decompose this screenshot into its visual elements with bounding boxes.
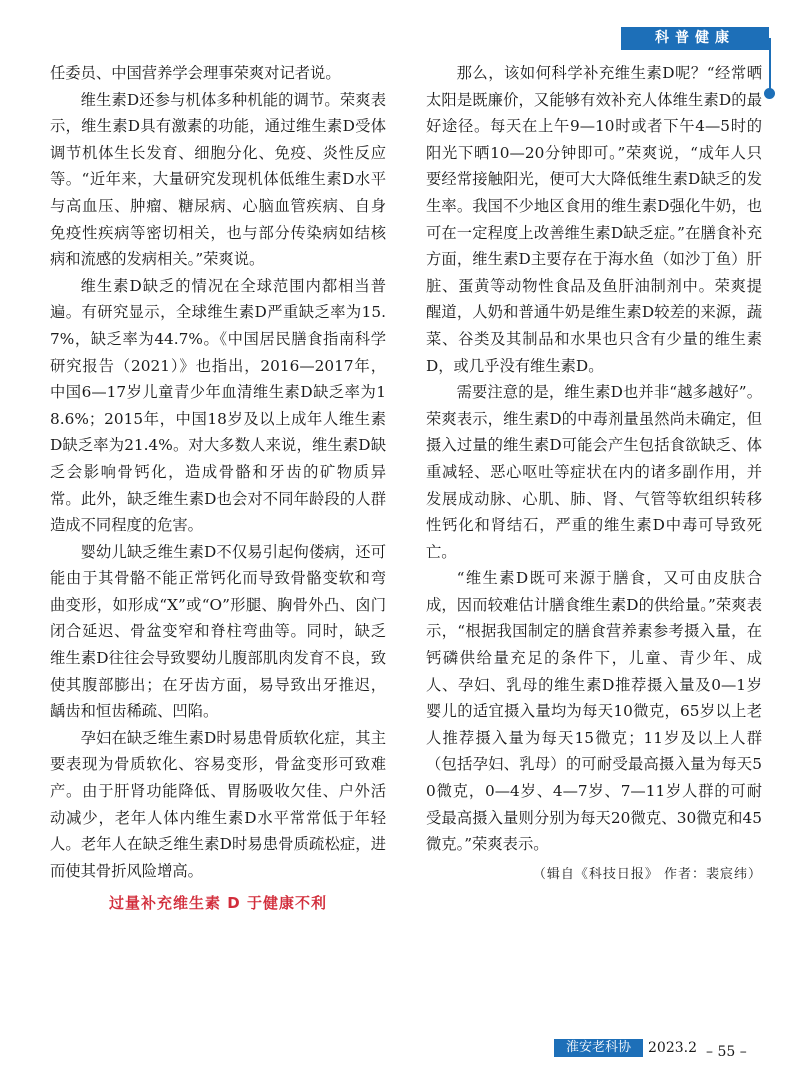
issue-number: 2023.2 (648, 1040, 697, 1056)
page-number: – 55 – (706, 1044, 747, 1060)
source-credit: （辑自《科技日报》 作者：裴宸纬） (532, 866, 762, 882)
header-decor-line (769, 38, 771, 94)
paragraph: 那么，该如何科学补充维生素D呢？“经常晒太阳是既廉价，又能够有效补充人体维生素D的最好途径。每天在上午9—10时或者下午4—5时的阳光下晒10—20分钟即可。”荣爽说，“成年人只要经常接触阳光，便可大大降低维生素D缺乏的发生率。我国不少地区食用的维生素D强化牛奶，也可在一定程度上改善维生素D缺乏症。”在膳食补充方面，维生素D主要存在于海水鱼（如沙丁鱼）肝脏、蛋黄等动物性食品及鱼肝油制剂中。荣爽提醒道，人奶和普通牛奶是维生素D较差的来源，蔬菜、谷类及其制品和水果也只含有少量的维生素D，或几乎没有维生素D。 (426, 64, 762, 375)
paragraph: 孕妇在缺乏维生素D时易患骨质软化症，其主要表现为骨质软化、容易变形，骨盆变形可致难产。由于肝肾功能降低、胃肠吸收欠佳、户外活动减少，老年人体内维生素D水平常常低于年轻人。老年人在缺乏维生素D时易患骨质疏松症，进而使其骨折风险增高。 (50, 728, 386, 880)
magazine-name: 淮安老科协 (554, 1039, 643, 1057)
paragraph: 婴幼儿缺乏维生素D不仅易引起佝偻病，还可能由于其骨骼不能正常钙化而导致骨骼变软和弯曲变形，如形成“X”或“O”形腿、胸骨外凸、囟门闭合延迟、骨盆变窄和脊柱弯曲等。同时，缺乏维生素D往往会导致婴幼儿腹部肌肉发育不良，致使其腹部膨出；在牙齿方面，易导致出牙推迟，龋齿和恒齿稀疏、凹陷。 (50, 542, 386, 721)
section-heading: 过量补充维生素 D 于健康不利 (109, 894, 327, 913)
paragraph: 维生素D缺乏的情况在全球范围内都相当普遍。有研究显示，全球维生素D严重缺乏率为15.7%，缺乏率为44.7%。《中国居民膳食指南科学研究报告（2021）》也指出，2016—2017年，中国6—17岁儿童青少年血清维生素D缺乏率为18.6%；2015年，中国18岁及以上成年人维生素D缺乏率为21.4%。对大多数人来说，维生素D缺乏会影响骨钙化，造成骨骼和牙齿的矿物质异常。此外，缺乏维生素D也会对不同年龄段的人群造成不同程度的危害。 (50, 276, 386, 535)
right-column (426, 60, 762, 888)
paragraph: 任委员、中国营养学会理事荣爽对记者说。 (50, 64, 341, 82)
paragraph: 需要注意的是，维生素D也并非“越多越好”。荣爽表示，维生素D的中毒剂量虽然尚未确定，但摄入过量的维生素D可能会产生包括食欲缺乏、体重减轻、恶心呕吐等症状在内的诸多副作用，并发展成动脉、心肌、肺、肾、气管等软组织转移性钙化和肾结石，严重的维生素D中毒可导致死亡。 (426, 383, 762, 561)
header-decor-dot (764, 88, 775, 99)
left-column (50, 60, 386, 917)
paragraph: “维生素D既可来源于膳食，又可由皮肤合成，因而较难估计膳食维生素D的供给量。”荣爽表示，“根据我国制定的膳食营养素参考摄入量，在钙磷供给量充足的条件下，儿童、青少年、成人、孕妇、乳母的维生素D推荐摄入量及0—1岁婴儿的适宜摄入量均为每天10微克，65岁以上老人推荐摄入量为每天15微克；11岁及以上人群（包括孕妇、乳母）的可耐受最高摄入量为每天50微克，0—4岁、4—7岁、7—11岁人群的可耐受最高摄入量则分别为每天20微克、30微克和45微克。”荣爽表示。 (426, 569, 762, 854)
section-tab: 科普健康 (621, 27, 769, 50)
paragraph: 维生素D还参与机体多种机能的调节。荣爽表示，维生素D具有激素的功能，通过维生素D受体调节机体生长发育、细胞分化、免疫、炎性反应等。“近年来，大量研究发现机体低维生素D水平与高血压、肿瘤、糖尿病、心脑血管疾病、自身免疫性疾病等密切相关，也与部分传染病如结核病和流感的发病相关。”荣爽说。 (50, 90, 386, 269)
